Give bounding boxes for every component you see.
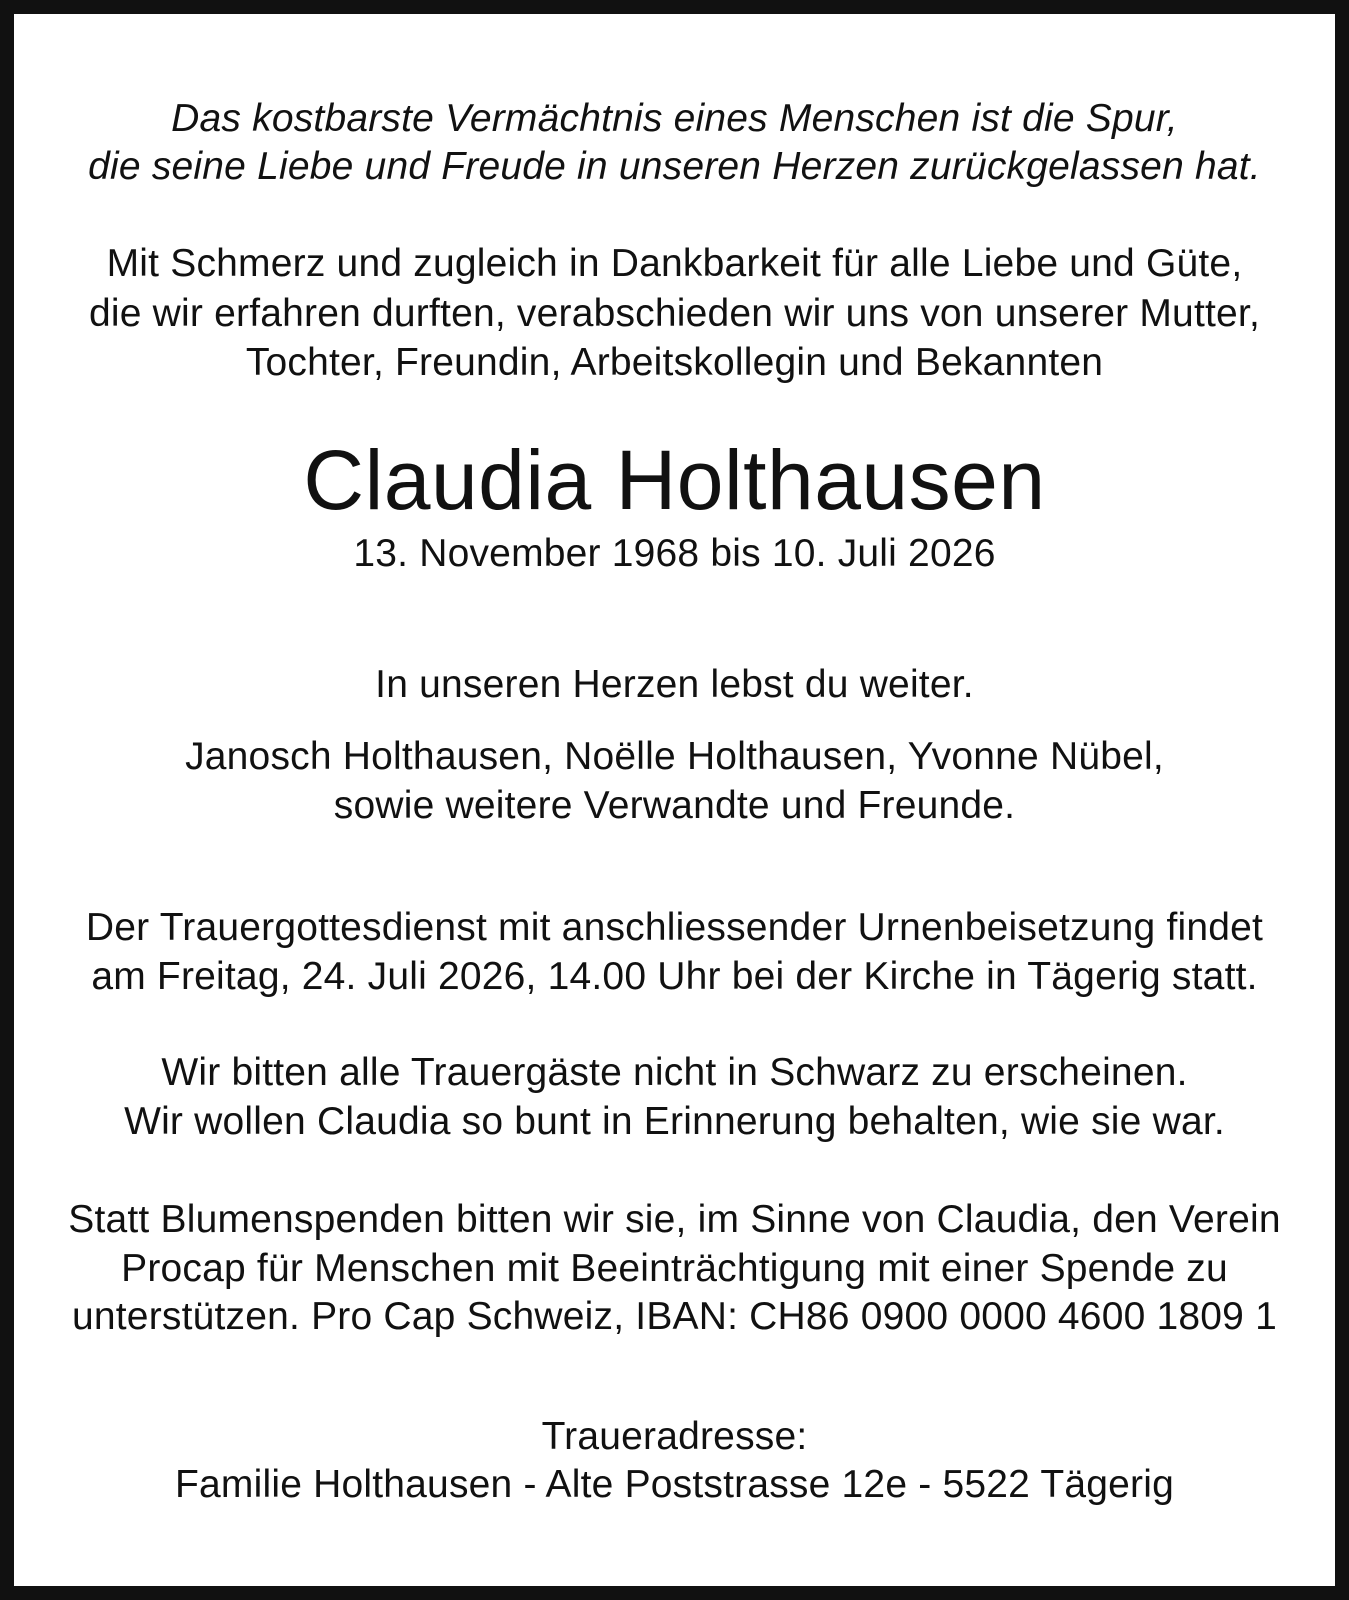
donation-line-3: unterstützen. Pro Cap Schweiz, IBAN: CH86 0900 0000 4600 1809 1 bbox=[71, 1295, 1277, 1338]
address-value: Familie Holthausen - Alte Poststrasse 12e - 5522 Tägerig bbox=[175, 1463, 1174, 1506]
address-label: Traueradresse: bbox=[541, 1415, 808, 1458]
donation-line-2: Procap für Menschen mit Beeinträchtigung mit einer Spende zu bbox=[121, 1247, 1228, 1290]
dress-code-line-2: Wir wollen Claudia so bunt in Erinnerung behalten, wie sie war. bbox=[124, 1100, 1225, 1143]
mourners-line-1: Janosch Holthausen, Noëlle Holthausen, Yvonne Nübel, bbox=[185, 735, 1164, 778]
mourners-line-2: sowie weitere Verwandte und Freunde. bbox=[333, 784, 1016, 827]
service-line-2: am Freitag, 24. Juli 2026, 14.00 Uhr bei der Kirche in Tägerig statt. bbox=[91, 955, 1258, 998]
intro-line-2: die wir erfahren durften, verabschieden wir uns von unserer Mutter, bbox=[89, 292, 1260, 335]
quote-line-1: Das kostbarste Vermächtnis eines Menschen ist die Spur, bbox=[171, 97, 1178, 140]
intro-line-1: Mit Schmerz und zugleich in Dankbarkeit für alle Liebe und Güte, bbox=[106, 242, 1243, 285]
service-line-1: Der Trauergottesdienst mit anschliessender Urnenbeisetzung findet bbox=[85, 906, 1264, 949]
motto: In unseren Herzen lebst du weiter. bbox=[375, 663, 974, 706]
dress-code-line-1: Wir bitten alle Trauergäste nicht in Schwarz zu erscheinen. bbox=[161, 1051, 1188, 1094]
life-dates: 13. November 1968 bis 10. Juli 2026 bbox=[353, 532, 996, 575]
deceased-name: Claudia Holthausen bbox=[303, 433, 1046, 527]
donation-line-1: Statt Blumenspenden bitten wir sie, im Sinne von Claudia, den Verein bbox=[68, 1198, 1281, 1241]
quote-line-2: die seine Liebe und Freude in unseren Herzen zurückgelassen hat. bbox=[88, 145, 1261, 188]
intro-line-3: Tochter, Freundin, Arbeitskollegin und Bekannten bbox=[245, 341, 1104, 384]
